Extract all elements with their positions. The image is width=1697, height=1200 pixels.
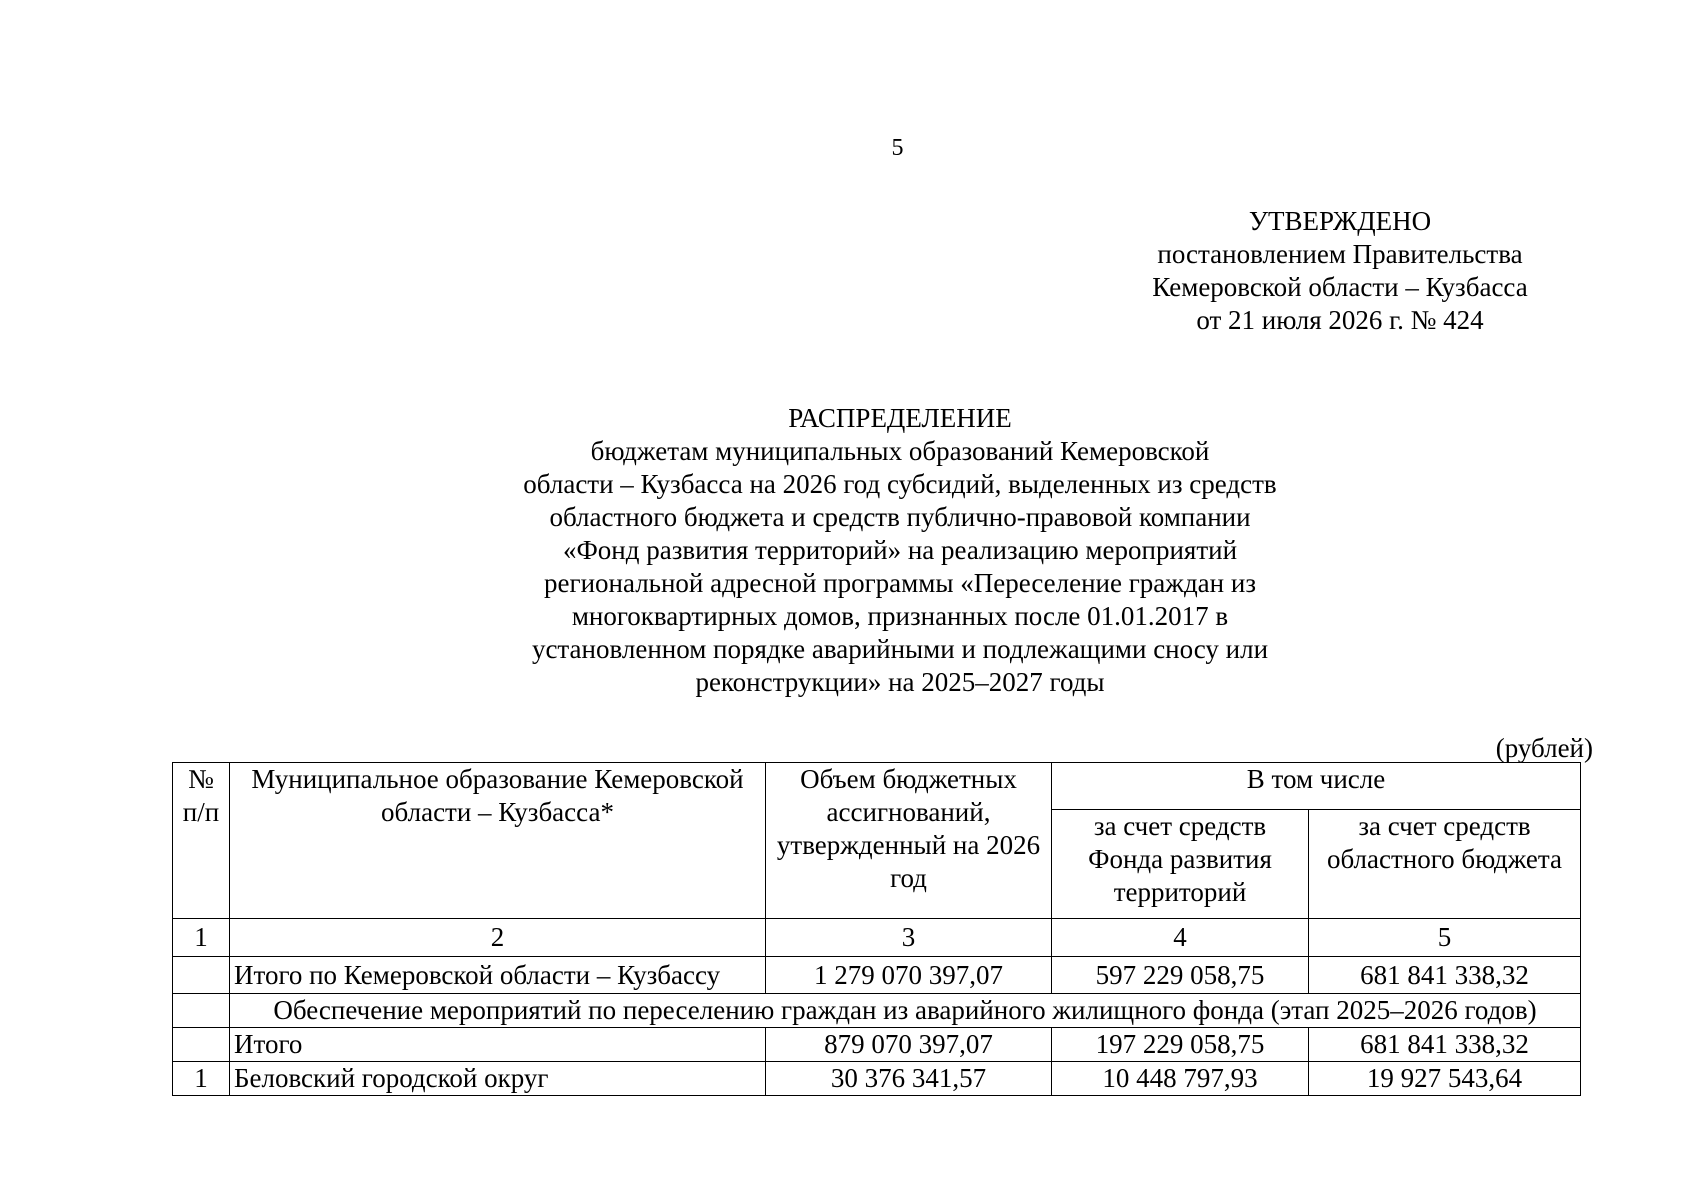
column-number: 2 (230, 919, 766, 957)
column-number: 4 (1052, 919, 1309, 957)
header-volume: Объем бюджетных ассигнований, утвержденный на 2026 год (766, 763, 1052, 919)
row-name: Беловский городской округ (230, 1062, 766, 1096)
section-row (173, 994, 1581, 1028)
row-num (173, 1028, 230, 1062)
row-volume: 30 376 341,57 (766, 1062, 1052, 1096)
title-line: «Фонд развития территорий» на реализацию мероприятий (562, 535, 1238, 565)
approval-line: УТВЕРЖДЕНО (1248, 206, 1432, 236)
title-line: областного бюджета и средств публично-правовой компании (549, 502, 1251, 532)
section-title: Обеспечение мероприятий по переселению граждан из аварийного жилищного фонда (этап 2025–2026 годов) (230, 994, 1581, 1028)
row-regional: 681 841 338,32 (1309, 957, 1581, 994)
title-line: области – Кузбасса на 2026 год субсидий, выделенных из средств (523, 469, 1277, 499)
header-regional: за счет средств областного бюджета (1309, 810, 1581, 919)
approval-line: постановлением Правительства (1157, 239, 1523, 269)
title-heading: РАСПРЕДЕЛЕНИЕ (788, 403, 1012, 433)
row-name: Итого (230, 1028, 766, 1062)
section-num-cell (173, 994, 230, 1028)
header-num: № п/п (173, 763, 230, 919)
units-label: (рублей) (1495, 733, 1593, 763)
title-line: многоквартирных домов, признанных после 01.01.2017 в (571, 601, 1229, 631)
row-num (173, 957, 230, 994)
row-num: 1 (173, 1062, 230, 1096)
header-row (173, 763, 1581, 810)
approval-line: Кемеровской области – Кузбасса (1152, 272, 1528, 302)
title-line: реконструкции» на 2025–2027 годы (695, 667, 1105, 697)
row-fund: 597 229 058,75 (1052, 957, 1309, 994)
table-row (173, 1028, 1581, 1062)
approval-line: от 21 июля 2026 г. № 424 (1196, 305, 1484, 335)
row-fund: 10 448 797,93 (1052, 1062, 1309, 1096)
header-fund: за счет средств Фонда развития территорий (1052, 810, 1309, 919)
column-number: 3 (766, 919, 1052, 957)
row-regional: 19 927 543,64 (1309, 1062, 1581, 1096)
column-number: 5 (1309, 919, 1581, 957)
page-number: 5 (891, 135, 904, 161)
total-row (173, 957, 1581, 994)
distribution-table (172, 762, 1581, 1096)
column-number: 1 (173, 919, 230, 957)
row-fund: 197 229 058,75 (1052, 1028, 1309, 1062)
row-volume: 879 070 397,07 (766, 1028, 1052, 1062)
title-line: установленном порядке аварийными и подлежащими сносу или (531, 634, 1269, 664)
approval-stamp (1100, 205, 1580, 337)
document-title (480, 402, 1320, 699)
table-row (173, 1062, 1581, 1096)
row-name: Итого по Кемеровской области – Кузбассу (230, 957, 766, 994)
row-volume: 1 279 070 397,07 (766, 957, 1052, 994)
title-line: бюджетам муниципальных образований Кемеровской (590, 436, 1210, 466)
column-number-row (173, 919, 1581, 957)
header-municipality: Муниципальное образование Кемеровской области – Кузбасса* (230, 763, 766, 919)
header-including: В том числе (1052, 763, 1581, 810)
title-line: региональной адресной программы «Переселение граждан из (544, 568, 1256, 598)
row-regional: 681 841 338,32 (1309, 1028, 1581, 1062)
